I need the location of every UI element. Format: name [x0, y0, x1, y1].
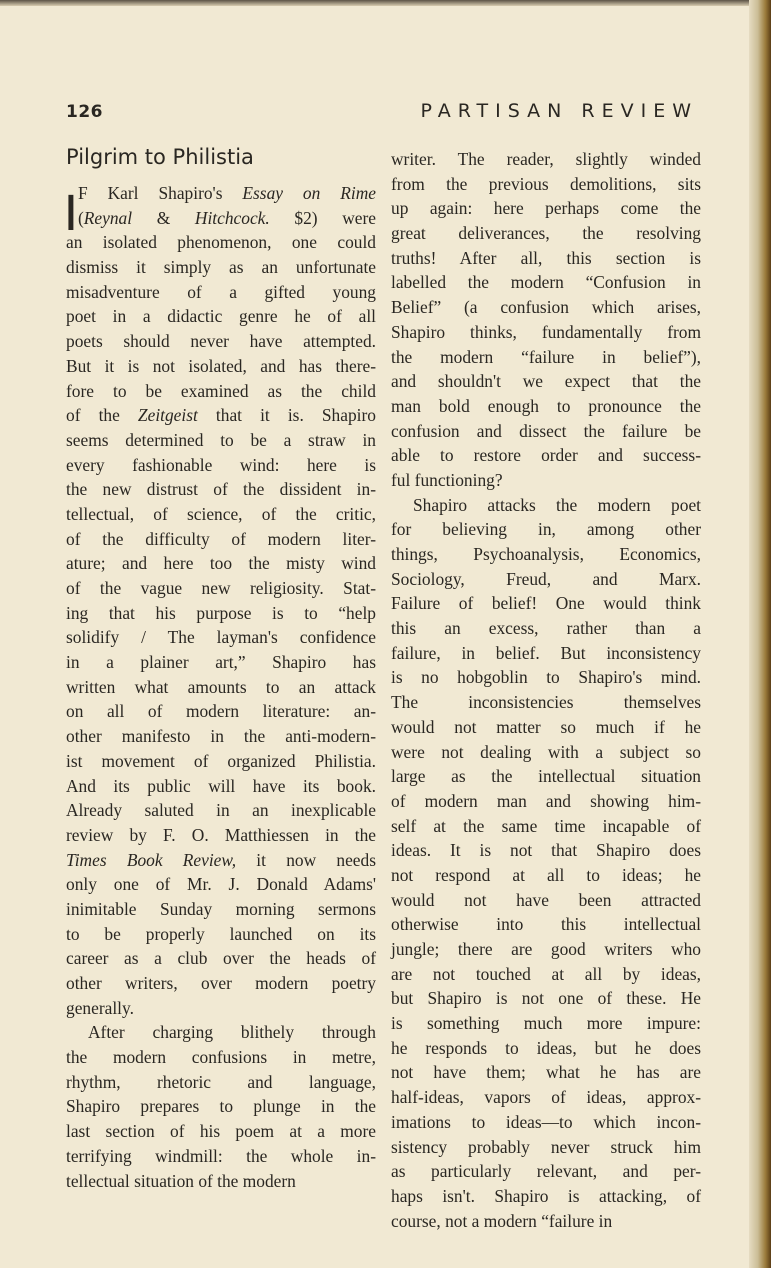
right-column: [391, 147, 701, 1233]
text-line: not respond at all to ideas; he: [391, 864, 701, 885]
text-line: seems determined to be a straw in: [66, 429, 376, 450]
text-line: from the previous demolitions, sits: [391, 173, 701, 194]
text-line: Shapiro prepares to plunge in the: [66, 1096, 376, 1117]
text-line: Shapiro thinks, fundamentally from: [391, 321, 701, 342]
text-line: to be properly launched on its: [66, 923, 376, 944]
text-line: are not touched at all by ideas,: [391, 963, 701, 984]
text-line: (Reynal & Hitchcock. $2) were: [78, 207, 376, 228]
page-number: 126: [66, 102, 103, 122]
text-line: Shapiro attacks the modern poet: [413, 494, 701, 515]
text-line: writer. The reader, slightly winded: [391, 149, 701, 169]
text-line: in a plainer art,” Shapiro has: [66, 652, 376, 673]
text-line: the new distrust of the dissident in-: [66, 479, 376, 500]
left-column-text: [66, 181, 376, 1193]
text-line: ature; and here too the misty wind: [66, 553, 376, 574]
text-line: terrifying windmill: the whole in-: [66, 1145, 376, 1166]
text-line: written what amounts to an attack: [66, 676, 376, 697]
text-line: man bold enough to pronounce the: [391, 395, 701, 416]
text-line: fore to be examined as the child: [66, 380, 376, 401]
text-line: the modern confusions in metre,: [66, 1047, 376, 1068]
text-line: tellectual situation of the modern: [66, 1170, 296, 1191]
page-top-edge: [0, 0, 771, 6]
text-line: of modern man and showing him-: [391, 790, 701, 811]
text-line: confusion and dissect the failure be: [391, 420, 701, 441]
text-line: every fashionable wind: here is: [66, 454, 376, 475]
text-line: is something much more impure:: [391, 1013, 701, 1034]
running-head: PARTISAN REVIEW: [420, 100, 698, 122]
article-title: Pilgrim to Philistia: [66, 145, 254, 169]
text-line: Already saluted in an inexplicable: [66, 800, 376, 821]
book-spine-shadow: [749, 0, 771, 1268]
text-line: able to restore order and success-: [391, 445, 701, 466]
text-line: he responds to ideas, but he does: [391, 1037, 701, 1058]
text-line: jungle; there are good writers who: [391, 939, 701, 959]
text-line: labelled the modern “Confusion in: [391, 272, 701, 293]
text-line: poets should never have attempted.: [66, 331, 376, 352]
text-line: The inconsistencies themselves: [391, 692, 701, 713]
right-column-text: [391, 147, 701, 1233]
text-line: Failure of belief! One would think: [391, 593, 701, 614]
text-line: for believing in, among other: [391, 519, 701, 540]
text-line: were not dealing with a subject so: [391, 741, 701, 762]
text-line: tellectual, of science, of the critic,: [66, 503, 376, 524]
text-line: this an excess, rather than a: [391, 618, 701, 639]
text-line: things, Psychoanalysis, Economics,: [391, 544, 701, 564]
text-line: Sociology, Freud, and Marx.: [391, 568, 701, 589]
text-line: ist movement of organized Philistia.: [66, 750, 376, 771]
text-line: self at the same time incapable of: [391, 815, 701, 836]
text-line: other manifesto in the anti-modern-: [66, 726, 376, 747]
page-header: [66, 100, 698, 128]
text-line: of the difficulty of modern liter-: [66, 528, 376, 549]
text-line: would not have been attracted: [391, 889, 701, 910]
text-line: After charging blithely through: [88, 1022, 376, 1043]
text-line: would not matter so much if he: [391, 716, 701, 737]
text-line: last section of his poem at a more: [66, 1121, 376, 1142]
text-line: half-ideas, vapors of ideas, approx-: [391, 1087, 701, 1108]
text-line: is no hobgoblin to Shapiro's mind.: [391, 667, 701, 688]
text-line: otherwise into this intellectual: [391, 914, 701, 935]
text-line: ing that his purpose is to “help: [66, 602, 376, 623]
text-line: rhythm, rhetoric and language,: [66, 1071, 376, 1092]
text-line: but Shapiro is not one of these. He: [391, 988, 701, 1009]
drop-cap: I: [66, 186, 76, 242]
text-line: generally.: [66, 997, 134, 1018]
text-line: large as the intellectual situation: [391, 766, 701, 787]
text-line: And its public will have its book.: [66, 775, 376, 796]
text-line: and shouldn't we expect that the: [391, 371, 701, 392]
text-line: imations to ideas—to which incon-: [391, 1111, 701, 1132]
text-line: ful functioning?: [391, 469, 503, 490]
text-line: misadventure of a gifted young: [66, 281, 376, 302]
text-line: ideas. It is not that Shapiro does: [391, 840, 701, 861]
text-line: haps isn't. Shapiro is attacking, of: [391, 1185, 701, 1206]
text-line: Times Book Review, it now needs: [66, 849, 376, 870]
text-line: truths! After all, this section is: [391, 247, 701, 268]
text-line: the modern “failure in belief”),: [391, 346, 701, 367]
text-line: But it is not isolated, and has there-: [66, 355, 376, 376]
text-line: solidify / The layman's confidence: [66, 627, 376, 648]
text-line: Belief” (a confusion which arises,: [391, 297, 701, 318]
text-line: great deliverances, the resolving: [391, 223, 701, 244]
text-line: F Karl Shapiro's Essay on Rime: [78, 183, 376, 203]
left-column: [66, 143, 376, 1193]
text-line: other writers, over modern poetry: [66, 973, 376, 993]
text-line: dismiss it simply as an unfortunate: [66, 257, 376, 278]
text-line: of the vague new religiosity. Stat-: [66, 578, 376, 598]
text-line: as particularly relevant, and per-: [391, 1161, 701, 1182]
text-line: on all of modern literature: an-: [66, 701, 376, 722]
text-line: not have them; what he has are: [391, 1062, 701, 1083]
text-line: failure, in belief. But inconsistency: [391, 642, 701, 663]
text-line: up again: here perhaps come the: [391, 198, 701, 219]
text-line: inimitable Sunday morning sermons: [66, 898, 376, 919]
text-line: an isolated phenomenon, one could: [66, 232, 376, 253]
text-line: review by F. O. Matthiessen in the: [66, 824, 376, 845]
text-line: of the Zeitgeist that it is. Shapiro: [66, 405, 376, 426]
text-line: poet in a didactic genre he of all: [66, 306, 376, 327]
text-line: course, not a modern “failure in: [391, 1210, 613, 1231]
text-line: sistency probably never struck him: [391, 1136, 701, 1157]
text-line: career as a club over the heads of: [66, 948, 376, 969]
text-line: only one of Mr. J. Donald Adams': [66, 874, 376, 895]
